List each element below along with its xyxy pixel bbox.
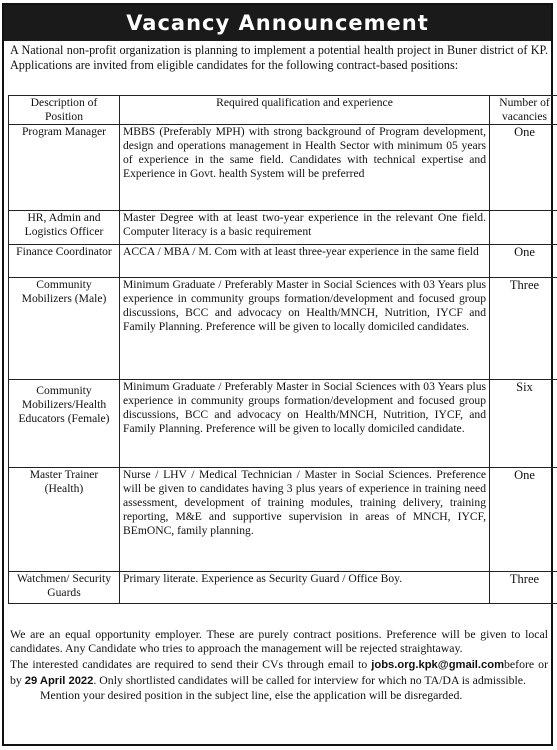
subject-line-note: Mention your desired position in the subject line, else the application will be disregarded. xyxy=(40,687,463,702)
table-row xyxy=(9,380,557,468)
table-row xyxy=(9,278,557,380)
qualification-cell: Minimum Graduate / Preferably Master in Social Sciences with 03 Years plus experience in community groups formation/development and focused group discussions, BCC and advocacy on Health/MNCH, Nutrition, IYCF and Family Planning. Preference will be given to locally domiciled candidates. xyxy=(120,278,490,380)
table-row xyxy=(9,468,557,572)
vacancies-cell: One xyxy=(490,125,557,211)
position-cell: Finance Coordinator xyxy=(9,245,120,278)
vacancies-cell xyxy=(490,211,557,245)
vacancies-cell: Three xyxy=(490,278,557,380)
table-row xyxy=(9,125,557,211)
apply-text-middle: before or by xyxy=(10,657,548,687)
qualification-cell: Minimum Graduate / Preferably Master in Social Sciences with 03 Years plus experience in community groups formation/development and focused group discussions, BCC and advocacy on Health/MNCH, Nutrition, IYCF, and Family Planning. Preference will be given to locally domiciled candidate. xyxy=(120,380,490,468)
vacancies-cell: One xyxy=(490,245,557,278)
position-cell: Program Manager xyxy=(9,125,120,211)
position-cell: Community Mobilizers (Male) xyxy=(9,278,120,380)
footer-notes xyxy=(10,627,548,702)
position-cell: Master Trainer (Health) xyxy=(9,468,120,572)
table-row xyxy=(9,211,557,245)
header-qualification: Required qualification and experience xyxy=(120,96,490,125)
intro-paragraph: A National non-profit organization is planning to implement a potential health project in Buner district of KP. Applications are invited from eligible candidates for the following contract-based positions: xyxy=(10,43,548,72)
equal-opportunity-note: We are an equal opportunity employer. These are purely contract positions. Preference will be given to local candidates. Any Candidate who tries to approach the management will be rejected straightaway. xyxy=(10,627,548,656)
qualification-cell: Primary literate. Experience as Security Guard / Office Boy. xyxy=(120,572,490,604)
apply-text-start: The interested candidates are required to send their CVs through email to xyxy=(10,657,368,672)
header-position: Description of Position xyxy=(9,96,120,125)
vacancies-cell: One xyxy=(490,468,557,572)
email-address: jobs.org.kpk@gmail.com xyxy=(371,659,505,672)
page-title: Vacancy Announcement xyxy=(4,5,551,41)
table-row xyxy=(9,572,557,604)
vacancy-table xyxy=(8,95,557,604)
position-cell: Watchmen/ Security Guards xyxy=(9,572,120,604)
vacancies-cell: Six xyxy=(490,380,557,468)
advertisement-frame xyxy=(2,3,553,746)
qualification-cell: ACCA / MBA / M. Com with at least three-year experience in the same field xyxy=(120,245,490,278)
deadline-date: 29 April 2022 xyxy=(24,674,94,687)
position-cell: HR, Admin and Logistics Officer xyxy=(9,211,120,245)
header-vacancies: Number of vacancies xyxy=(490,96,557,125)
qualification-cell: Master Degree with at least two-year experience in the relevant One field. Computer literacy is a basic requirement xyxy=(120,211,490,245)
application-instructions xyxy=(10,657,548,687)
table-header-row xyxy=(9,96,557,125)
apply-text-end: . Only shortlisted candidates will be called for interview for which no TA/DA is admissible. xyxy=(93,672,526,687)
table-row xyxy=(9,245,557,278)
vacancies-cell: Three xyxy=(490,572,557,604)
qualification-cell: MBBS (Preferably MPH) with strong background of Program development, design and operations management in Health Sector with minimum 05 years of experience in the same field. Candidates with technical expertise and Experience in Govt. health System will be preferred xyxy=(120,125,490,211)
position-cell: Community Mobilizers/Health Educators (Female) xyxy=(9,380,120,468)
qualification-cell: Nurse / LHV / Medical Technician / Master in Social Sciences. Preference will be given to candidates having 3 plus years of experience in training need assessment, development of training modules, training delivery, training reporting, M&E and supportive supervision in areas of MNCH, IYCF, BEmONC, family planning. xyxy=(120,468,490,572)
